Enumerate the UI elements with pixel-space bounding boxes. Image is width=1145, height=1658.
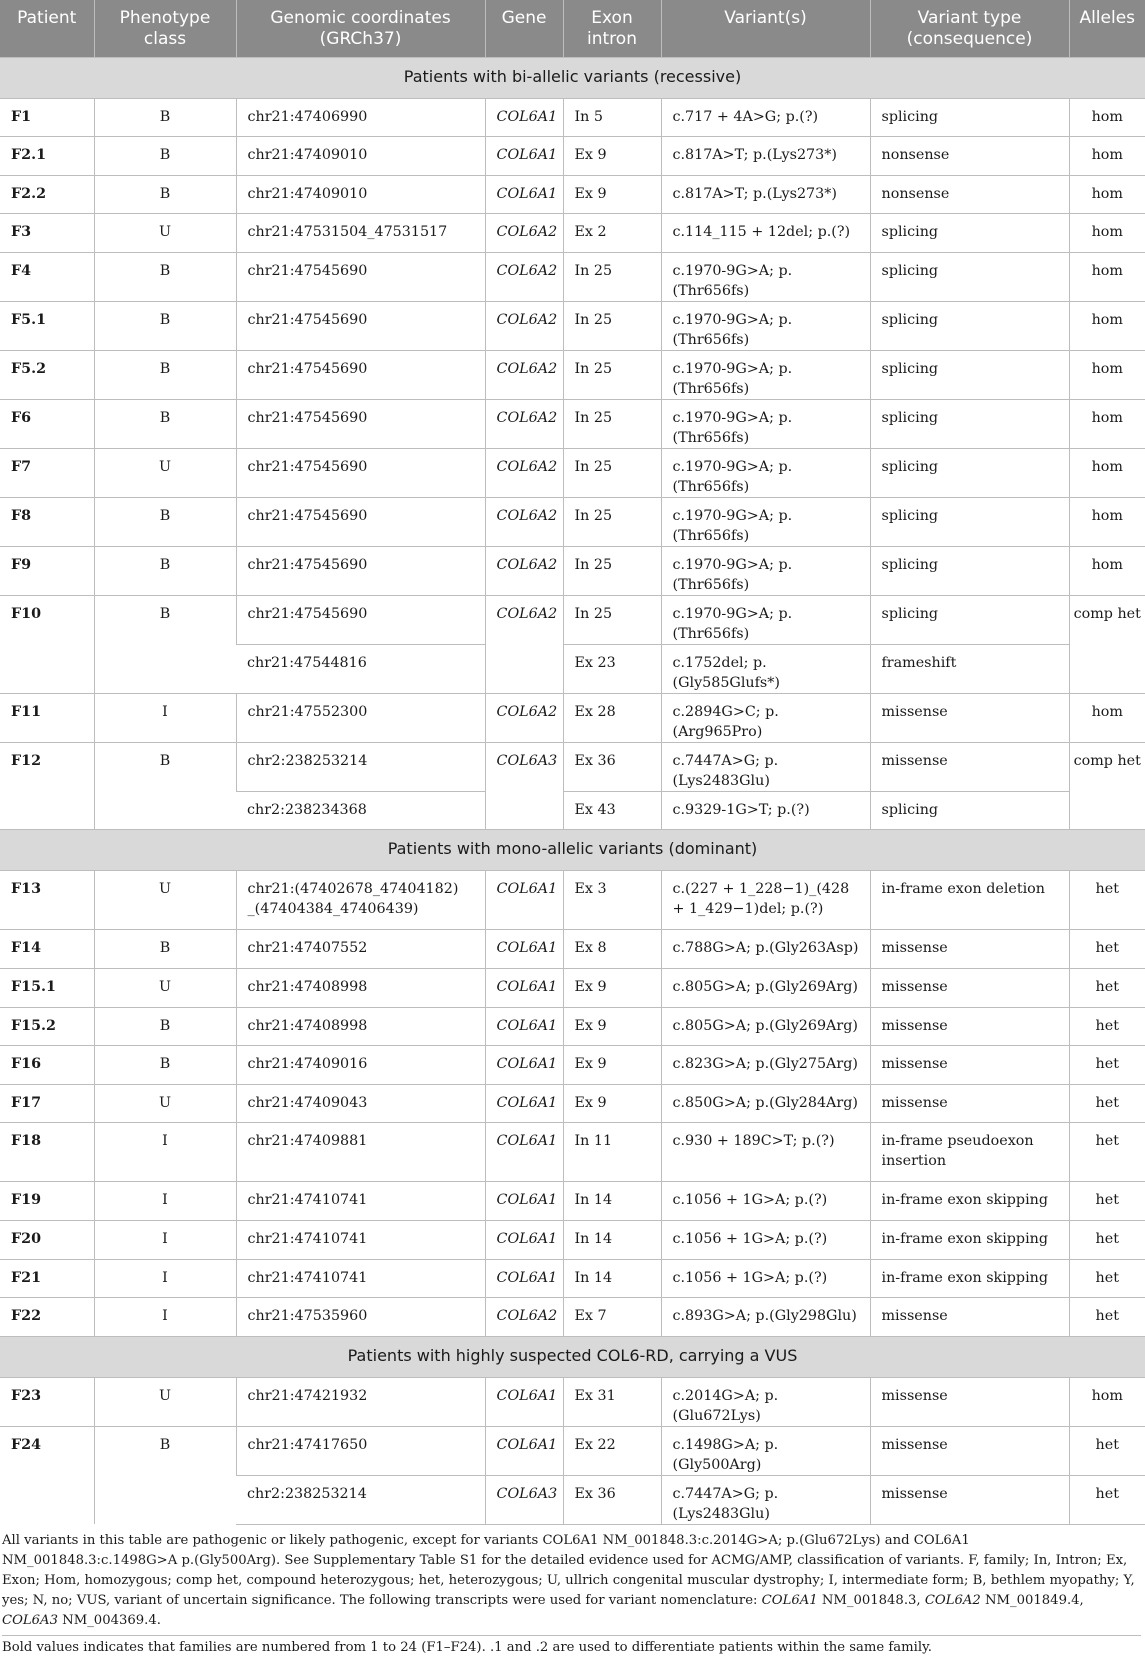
exon-cell: Ex 3 <box>563 871 661 930</box>
header-coords: Genomic coordinates (GRCh37) <box>236 0 485 57</box>
patient-cell: F5.2 <box>0 350 94 399</box>
phenotype-cell: B <box>94 252 236 301</box>
phenotype-cell: I <box>94 1123 236 1182</box>
phenotype-cell: I <box>94 1221 236 1260</box>
alleles-cell: hom <box>1069 693 1145 742</box>
variant-cell: c.9329-1G>T; p.(?) <box>661 791 870 830</box>
coords-cell: chr21:47409010 <box>236 137 485 176</box>
variant-type-cell: missense <box>870 1046 1069 1085</box>
gene-cell: COL6A1 <box>485 98 563 137</box>
table-row <box>0 1298 1145 1337</box>
exon-cell: Ex 31 <box>563 1377 661 1426</box>
table-row <box>0 175 1145 214</box>
exon-cell: In 14 <box>563 1259 661 1298</box>
gene-cell: COL6A1 <box>485 1123 563 1182</box>
exon-cell: In 25 <box>563 399 661 448</box>
table-row <box>0 350 1145 399</box>
exon-cell: Ex 7 <box>563 1298 661 1337</box>
phenotype-cell: I <box>94 693 236 742</box>
coords-cell: chr21:47406990 <box>236 98 485 137</box>
coords-cell: chr21:47544816 <box>236 644 485 693</box>
alleles-cell: het <box>1069 1123 1145 1182</box>
section-header: Patients with mono-allelic variants (dominant) <box>0 830 1145 871</box>
phenotype-cell: B <box>94 595 236 693</box>
variant-type-cell: splicing <box>870 546 1069 595</box>
exon-cell: In 11 <box>563 1123 661 1182</box>
patient-cell: F6 <box>0 399 94 448</box>
table-row <box>0 137 1145 176</box>
exon-cell: In 25 <box>563 497 661 546</box>
coords-cell: chr21:47535960 <box>236 1298 485 1337</box>
table-row <box>0 301 1145 350</box>
gene-cell: COL6A1 <box>485 1377 563 1426</box>
patient-cell: F2.1 <box>0 137 94 176</box>
gene-cell: COL6A1 <box>485 1426 563 1475</box>
variant-cell: c.1056 + 1G>A; p.(?) <box>661 1259 870 1298</box>
table-footnotes <box>0 1525 1145 1658</box>
patient-cell: F9 <box>0 546 94 595</box>
phenotype-cell: B <box>94 1046 236 1085</box>
coords-cell: chr21:47545690 <box>236 595 485 644</box>
gene-cell: COL6A1 <box>485 1182 563 1221</box>
patient-cell: F12 <box>0 742 94 830</box>
coords-cell: chr21:47545690 <box>236 301 485 350</box>
gene-cell: COL6A1 <box>485 1259 563 1298</box>
variant-type-cell: splicing <box>870 399 1069 448</box>
gene-cell: COL6A2 <box>485 448 563 497</box>
coords-cell: chr21:47409010 <box>236 175 485 214</box>
coords-cell: chr21:47408998 <box>236 969 485 1008</box>
coords-cell: chr21:47545690 <box>236 399 485 448</box>
exon-cell: Ex 9 <box>563 175 661 214</box>
variant-cell: c.1056 + 1G>A; p.(?) <box>661 1182 870 1221</box>
exon-cell: Ex 23 <box>563 644 661 693</box>
variant-cell: c.1498G>A; p.(Gly500Arg) <box>661 1426 870 1475</box>
alleles-cell: het <box>1069 1475 1145 1524</box>
coords-cell: chr2:238234368 <box>236 791 485 830</box>
exon-cell: Ex 9 <box>563 137 661 176</box>
table-row <box>0 1046 1145 1085</box>
exon-cell: In 14 <box>563 1182 661 1221</box>
footnote-transcript-gene: COL6A3 <box>2 1612 58 1628</box>
exon-cell: In 25 <box>563 546 661 595</box>
phenotype-cell: B <box>94 175 236 214</box>
phenotype-cell: I <box>94 1182 236 1221</box>
patient-cell: F19 <box>0 1182 94 1221</box>
patient-cell: F14 <box>0 930 94 969</box>
variant-cell: c.1970-9G>A; p.(Thr656fs) <box>661 448 870 497</box>
variant-cell: c.1970-9G>A; p.(Thr656fs) <box>661 350 870 399</box>
variant-type-cell: missense <box>870 742 1069 791</box>
alleles-cell: hom <box>1069 448 1145 497</box>
phenotype-cell: U <box>94 871 236 930</box>
coords-cell: chr21:47409043 <box>236 1084 485 1123</box>
table-row <box>0 930 1145 969</box>
exon-cell: Ex 43 <box>563 791 661 830</box>
variant-cell: c.2014G>A; p.(Glu672Lys) <box>661 1377 870 1426</box>
exon-cell: In 25 <box>563 448 661 497</box>
phenotype-cell: U <box>94 969 236 1008</box>
variant-type-cell: missense <box>870 969 1069 1008</box>
coords-cell: chr21:47410741 <box>236 1259 485 1298</box>
patient-cell: F24 <box>0 1426 94 1524</box>
section-header: Patients with bi-allelic variants (recessive) <box>0 57 1145 98</box>
alleles-cell: het <box>1069 871 1145 930</box>
gene-cell: COL6A2 <box>485 399 563 448</box>
phenotype-cell: U <box>94 448 236 497</box>
footnote-transcript-gene: COL6A1 <box>761 1592 818 1608</box>
exon-cell: Ex 9 <box>563 1007 661 1046</box>
patient-cell: F4 <box>0 252 94 301</box>
variant-type-cell: splicing <box>870 497 1069 546</box>
coords-cell: chr21:(47402678_47404182) _(47404384_47406439) <box>236 871 485 930</box>
alleles-cell: comp het <box>1069 742 1145 830</box>
phenotype-cell: I <box>94 1259 236 1298</box>
variant-cell: c.1970-9G>A; p.(Thr656fs) <box>661 546 870 595</box>
alleles-cell: hom <box>1069 214 1145 253</box>
phenotype-cell: B <box>94 1426 236 1524</box>
exon-cell: In 5 <box>563 98 661 137</box>
phenotype-cell: B <box>94 742 236 830</box>
table-row <box>0 1007 1145 1046</box>
gene-cell: COL6A2 <box>485 546 563 595</box>
patient-cell: F13 <box>0 871 94 930</box>
footnote-bold-note: Bold values indicates that families are numbered from 1 to 24 (F1–F24). .1 and .2 are used to differentiate patients within the same family. <box>2 1639 932 1655</box>
header-alleles: Alleles <box>1069 0 1145 57</box>
table-row <box>0 595 1145 644</box>
patient-cell: F20 <box>0 1221 94 1260</box>
patient-cell: F5.1 <box>0 301 94 350</box>
phenotype-cell: B <box>94 350 236 399</box>
coords-cell: chr21:47421932 <box>236 1377 485 1426</box>
footnote-transcript-id: NM_001849.4, <box>984 1592 1084 1608</box>
variant-cell: c.1970-9G>A; p.(Thr656fs) <box>661 497 870 546</box>
exon-cell: Ex 22 <box>563 1426 661 1475</box>
phenotype-cell: U <box>94 1084 236 1123</box>
variant-cell: c.1970-9G>A; p.(Thr656fs) <box>661 252 870 301</box>
coords-cell: chr21:47545690 <box>236 546 485 595</box>
gene-cell: COL6A1 <box>485 1084 563 1123</box>
alleles-cell: hom <box>1069 252 1145 301</box>
patient-cell: F16 <box>0 1046 94 1085</box>
header-exon: Exon intron <box>563 0 661 57</box>
variant-cell: c.788G>A; p.(Gly263Asp) <box>661 930 870 969</box>
variant-type-cell: missense <box>870 930 1069 969</box>
variant-type-cell: frameshift <box>870 644 1069 693</box>
patient-cell: F21 <box>0 1259 94 1298</box>
footnote-divider <box>2 1635 1141 1636</box>
exon-cell: Ex 28 <box>563 693 661 742</box>
variant-type-cell: missense <box>870 693 1069 742</box>
variant-cell: c.817A>T; p.(Lys273*) <box>661 137 870 176</box>
gene-cell: COL6A2 <box>485 1298 563 1337</box>
exon-cell: Ex 2 <box>563 214 661 253</box>
coords-cell: chr21:47409881 <box>236 1123 485 1182</box>
patient-cell: F17 <box>0 1084 94 1123</box>
table-row <box>0 497 1145 546</box>
gene-cell: COL6A1 <box>485 1221 563 1260</box>
alleles-cell: hom <box>1069 399 1145 448</box>
phenotype-cell: B <box>94 497 236 546</box>
patient-cell: F11 <box>0 693 94 742</box>
header-vtype: Variant type (consequence) <box>870 0 1069 57</box>
exon-cell: Ex 8 <box>563 930 661 969</box>
variant-cell: c.7447A>G; p.(Lys2483Glu) <box>661 1475 870 1524</box>
exon-cell: In 14 <box>563 1221 661 1260</box>
coords-cell: chr21:47410741 <box>236 1221 485 1260</box>
gene-cell: COL6A2 <box>485 497 563 546</box>
gene-cell: COL6A1 <box>485 175 563 214</box>
variant-type-cell: splicing <box>870 98 1069 137</box>
header-variant: Variant(s) <box>661 0 870 57</box>
patient-cell: F15.2 <box>0 1007 94 1046</box>
variant-type-cell: in-frame exon skipping <box>870 1221 1069 1260</box>
coords-cell: chr21:47417650 <box>236 1426 485 1475</box>
coords-cell: chr21:47545690 <box>236 448 485 497</box>
table-row <box>0 1426 1145 1475</box>
table-row <box>0 399 1145 448</box>
exon-cell: Ex 9 <box>563 1084 661 1123</box>
variant-cell: c.1752del; p.(Gly585Glufs*) <box>661 644 870 693</box>
coords-cell: chr21:47545690 <box>236 252 485 301</box>
variant-cell: c.7447A>G; p.(Lys2483Glu) <box>661 742 870 791</box>
variant-cell: c.850G>A; p.(Gly284Arg) <box>661 1084 870 1123</box>
alleles-cell: het <box>1069 1007 1145 1046</box>
gene-cell: COL6A1 <box>485 930 563 969</box>
table-row <box>0 448 1145 497</box>
phenotype-cell: B <box>94 1007 236 1046</box>
alleles-cell: hom <box>1069 497 1145 546</box>
variant-type-cell: nonsense <box>870 137 1069 176</box>
coords-cell: chr21:47545690 <box>236 497 485 546</box>
exon-cell: In 25 <box>563 350 661 399</box>
coords-cell: chr21:47407552 <box>236 930 485 969</box>
exon-cell: In 25 <box>563 595 661 644</box>
variant-type-cell: missense <box>870 1475 1069 1524</box>
patient-cell: F15.1 <box>0 969 94 1008</box>
table-row <box>0 742 1145 791</box>
phenotype-cell: B <box>94 137 236 176</box>
variant-type-cell: splicing <box>870 448 1069 497</box>
phenotype-cell: B <box>94 399 236 448</box>
patient-cell: F8 <box>0 497 94 546</box>
alleles-cell: hom <box>1069 98 1145 137</box>
alleles-cell: het <box>1069 930 1145 969</box>
table-row <box>0 1182 1145 1221</box>
exon-cell: Ex 36 <box>563 1475 661 1524</box>
variant-cell: c.717 + 4A>G; p.(?) <box>661 98 870 137</box>
phenotype-cell: B <box>94 930 236 969</box>
gene-cell: COL6A3 <box>485 742 563 830</box>
footnote-transcript-gene: COL6A2 <box>924 1592 981 1608</box>
header-patient: Patient <box>0 0 94 57</box>
exon-cell: Ex 9 <box>563 1046 661 1085</box>
coords-cell: chr21:47409016 <box>236 1046 485 1085</box>
table-row <box>0 98 1145 137</box>
alleles-cell: hom <box>1069 350 1145 399</box>
footnote-transcript-id: NM_004369.4. <box>62 1612 161 1628</box>
variant-type-cell: in-frame exon skipping <box>870 1259 1069 1298</box>
patient-cell: F2.2 <box>0 175 94 214</box>
coords-cell: chr21:47545690 <box>236 350 485 399</box>
patient-cell: F3 <box>0 214 94 253</box>
variant-type-cell: missense <box>870 1084 1069 1123</box>
section-header-row <box>0 1336 1145 1377</box>
alleles-cell: hom <box>1069 137 1145 176</box>
patient-cell: F1 <box>0 98 94 137</box>
footnote-main <box>2 1531 1141 1631</box>
table-body <box>0 57 1145 1524</box>
variant-cell: c.930 + 189C>T; p.(?) <box>661 1123 870 1182</box>
alleles-cell: comp het <box>1069 595 1145 693</box>
alleles-cell: het <box>1069 1046 1145 1085</box>
patient-cell: F10 <box>0 595 94 693</box>
table-row <box>0 1123 1145 1182</box>
alleles-cell: het <box>1069 1182 1145 1221</box>
variant-type-cell: missense <box>870 1426 1069 1475</box>
variant-type-cell: in-frame pseudoexon insertion <box>870 1123 1069 1182</box>
table-row <box>0 969 1145 1008</box>
variant-cell: c.893G>A; p.(Gly298Glu) <box>661 1298 870 1337</box>
alleles-cell: het <box>1069 1084 1145 1123</box>
variant-type-cell: missense <box>870 1298 1069 1337</box>
coords-cell: chr21:47552300 <box>236 693 485 742</box>
coords-cell: chr21:47410741 <box>236 1182 485 1221</box>
variant-type-cell: in-frame exon skipping <box>870 1182 1069 1221</box>
gene-cell: COL6A2 <box>485 301 563 350</box>
gene-cell: COL6A2 <box>485 252 563 301</box>
phenotype-cell: B <box>94 546 236 595</box>
variant-cell: c.805G>A; p.(Gly269Arg) <box>661 969 870 1008</box>
variant-cell: c.(227 + 1_228−1)_(428 + 1_429−1)del; p.(?) <box>661 871 870 930</box>
variant-type-cell: splicing <box>870 791 1069 830</box>
variant-type-cell: missense <box>870 1007 1069 1046</box>
gene-cell: COL6A2 <box>485 350 563 399</box>
variant-type-cell: missense <box>870 1377 1069 1426</box>
alleles-cell: het <box>1069 1259 1145 1298</box>
table-row <box>0 252 1145 301</box>
gene-cell: COL6A2 <box>485 214 563 253</box>
variant-cell: c.2894G>C; p.(Arg965Pro) <box>661 693 870 742</box>
header-phenotype: Phenotype class <box>94 0 236 57</box>
gene-cell: COL6A1 <box>485 969 563 1008</box>
variant-cell: c.1970-9G>A; p.(Thr656fs) <box>661 595 870 644</box>
footnote-transcript-id: NM_001848.3, <box>821 1592 921 1608</box>
patient-cell: F18 <box>0 1123 94 1182</box>
gene-cell: COL6A1 <box>485 871 563 930</box>
variant-cell: c.1970-9G>A; p.(Thr656fs) <box>661 301 870 350</box>
variant-type-cell: splicing <box>870 252 1069 301</box>
alleles-cell: het <box>1069 1298 1145 1337</box>
variant-cell: c.823G>A; p.(Gly275Arg) <box>661 1046 870 1085</box>
table-row <box>0 1377 1145 1426</box>
coords-cell: chr21:47408998 <box>236 1007 485 1046</box>
footnote-main-text: All variants in this table are pathogenic or likely pathogenic, except for variants COL6A1 NM_001848.3:c.2014G>A; p.(Glu672Lys) and COL6A1 NM_001848.3:c.1498G>A p.(Gly500Arg). See Supplementary Table S1 for the detailed evidence used for ACMG/AMP, classification of variants. F, family; In, Intron; Ex, Exon; Hom, homozygous; comp het, compound heterozygous; het, heterozygous; U, ullrich congenital muscular dystrophy; I, intermediate form; B, bethlem myopathy; Y, yes; N, no; VUS, variant of uncertain significance. The following transcripts were used for variant nomenclature: <box>2 1532 1135 1608</box>
patient-cell: F23 <box>0 1377 94 1426</box>
variant-cell: c.1056 + 1G>A; p.(?) <box>661 1221 870 1260</box>
section-header-row <box>0 830 1145 871</box>
section-header-row <box>0 57 1145 98</box>
variant-cell: c.817A>T; p.(Lys273*) <box>661 175 870 214</box>
phenotype-cell: U <box>94 1377 236 1426</box>
variant-cell: c.114_115 + 12del; p.(?) <box>661 214 870 253</box>
table-row <box>0 214 1145 253</box>
patient-cell: F7 <box>0 448 94 497</box>
gene-cell: COL6A1 <box>485 1046 563 1085</box>
patient-cell: F22 <box>0 1298 94 1337</box>
alleles-cell: het <box>1069 1426 1145 1475</box>
gene-cell: COL6A1 <box>485 137 563 176</box>
alleles-cell: hom <box>1069 301 1145 350</box>
gene-cell: COL6A1 <box>485 1007 563 1046</box>
variant-type-cell: splicing <box>870 350 1069 399</box>
header-gene: Gene <box>485 0 563 57</box>
exon-cell: Ex 9 <box>563 969 661 1008</box>
phenotype-cell: I <box>94 1298 236 1337</box>
exon-cell: Ex 36 <box>563 742 661 791</box>
table-row <box>0 546 1145 595</box>
gene-cell: COL6A2 <box>485 693 563 742</box>
table-row <box>0 1084 1145 1123</box>
table-row <box>0 1259 1145 1298</box>
table-row <box>0 1221 1145 1260</box>
alleles-cell: hom <box>1069 1377 1145 1426</box>
variant-type-cell: in-frame exon deletion <box>870 871 1069 930</box>
exon-cell: In 25 <box>563 301 661 350</box>
variant-cell: c.1970-9G>A; p.(Thr656fs) <box>661 399 870 448</box>
phenotype-cell: U <box>94 214 236 253</box>
exon-cell: In 25 <box>563 252 661 301</box>
gene-cell: COL6A3 <box>485 1475 563 1524</box>
coords-cell: chr2:238253214 <box>236 742 485 791</box>
variant-type-cell: splicing <box>870 214 1069 253</box>
phenotype-cell: B <box>94 301 236 350</box>
variant-type-cell: splicing <box>870 595 1069 644</box>
alleles-cell: het <box>1069 969 1145 1008</box>
alleles-cell: het <box>1069 1221 1145 1260</box>
variant-cell: c.805G>A; p.(Gly269Arg) <box>661 1007 870 1046</box>
table-row <box>0 871 1145 930</box>
alleles-cell: hom <box>1069 546 1145 595</box>
coords-cell: chr21:47531504_47531517 <box>236 214 485 253</box>
variant-type-cell: splicing <box>870 301 1069 350</box>
phenotype-cell: B <box>94 98 236 137</box>
section-header: Patients with highly suspected COL6-RD, carrying a VUS <box>0 1336 1145 1377</box>
table-row <box>0 693 1145 742</box>
gene-cell: COL6A2 <box>485 595 563 693</box>
header-row <box>0 0 1145 57</box>
variant-type-cell: nonsense <box>870 175 1069 214</box>
coords-cell: chr2:238253214 <box>236 1475 485 1524</box>
alleles-cell: hom <box>1069 175 1145 214</box>
